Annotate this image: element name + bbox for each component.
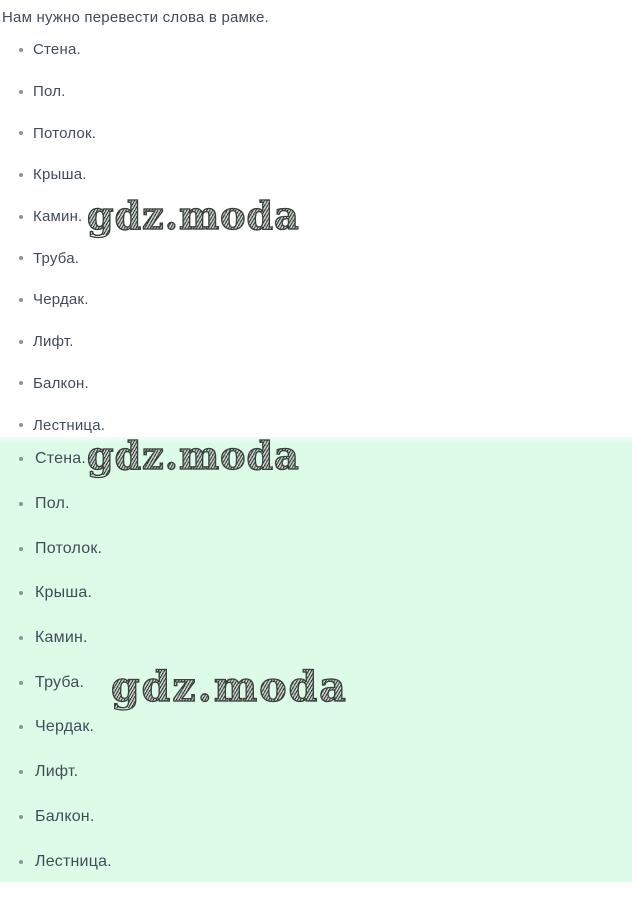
bullet-icon — [19, 340, 23, 344]
bullet-icon — [19, 381, 23, 385]
list-item-label: Балкон. — [35, 807, 95, 825]
list-item-label: Стена. — [33, 41, 81, 59]
list-item — [0, 795, 632, 840]
list-item-label: Труба. — [35, 673, 85, 691]
list-item-label: Камин. — [33, 208, 83, 226]
bullet-icon — [19, 215, 23, 219]
bullet-icon — [19, 502, 23, 506]
list-item — [0, 839, 632, 884]
bullet-icon — [19, 815, 23, 819]
list-item-label: Потолок. — [33, 124, 97, 142]
bullet-icon — [19, 173, 23, 177]
list-item — [0, 279, 632, 321]
list-item-label: Лестница. — [35, 852, 112, 870]
list-item-label: Лестница. — [33, 416, 106, 434]
bullet-icon — [19, 725, 23, 729]
list-item-label: Чердак. — [33, 291, 89, 309]
bullet-icon — [19, 131, 23, 135]
list-item — [0, 750, 632, 795]
bullet-icon — [19, 636, 23, 640]
bullet-icon — [19, 90, 23, 94]
list-item-label: Пол. — [35, 495, 70, 513]
word-list-highlighted — [0, 437, 632, 884]
list-item — [0, 321, 632, 363]
list-item-label: Пол. — [33, 83, 66, 101]
bullet-icon — [19, 770, 23, 774]
list-item-label: Потолок. — [35, 539, 103, 557]
list-item-label: Крыша. — [33, 166, 87, 184]
list-item-label: Камин. — [35, 629, 88, 647]
task-instruction-text: Нам нужно перевести слова в рамке. — [2, 9, 269, 26]
bullet-icon — [19, 860, 23, 864]
list-item — [0, 363, 632, 405]
bullet-icon — [19, 256, 23, 260]
list-item-label: Чердак. — [35, 718, 95, 736]
list-item-label: Лифт. — [33, 333, 74, 351]
list-item — [0, 571, 632, 616]
list-item — [0, 705, 632, 750]
list-item — [0, 616, 632, 661]
list-item-label: Труба. — [33, 249, 80, 267]
list-item — [0, 660, 632, 705]
list-item — [0, 29, 632, 71]
bullet-icon — [19, 423, 23, 427]
bullet-icon — [19, 681, 23, 685]
list-item — [0, 112, 632, 154]
bullet-icon — [19, 298, 23, 302]
list-item-label: Крыша. — [35, 584, 93, 602]
gdz-moda-watermark: gdz.moda — [87, 193, 300, 238]
bullet-icon — [19, 457, 23, 461]
list-item-label: Балкон. — [33, 374, 89, 392]
list-item — [0, 237, 632, 279]
list-item — [0, 482, 632, 527]
list-item — [0, 526, 632, 571]
bullet-icon — [19, 591, 23, 595]
word-list-plain — [0, 29, 632, 446]
list-item — [0, 193, 632, 238]
list-item-label: Лифт. — [35, 763, 79, 781]
list-item — [0, 71, 632, 113]
bullet-icon — [19, 547, 23, 551]
bullet-icon — [19, 48, 23, 52]
list-item — [0, 154, 632, 196]
list-item-label: Стена. — [35, 450, 86, 468]
list-item — [0, 437, 632, 482]
